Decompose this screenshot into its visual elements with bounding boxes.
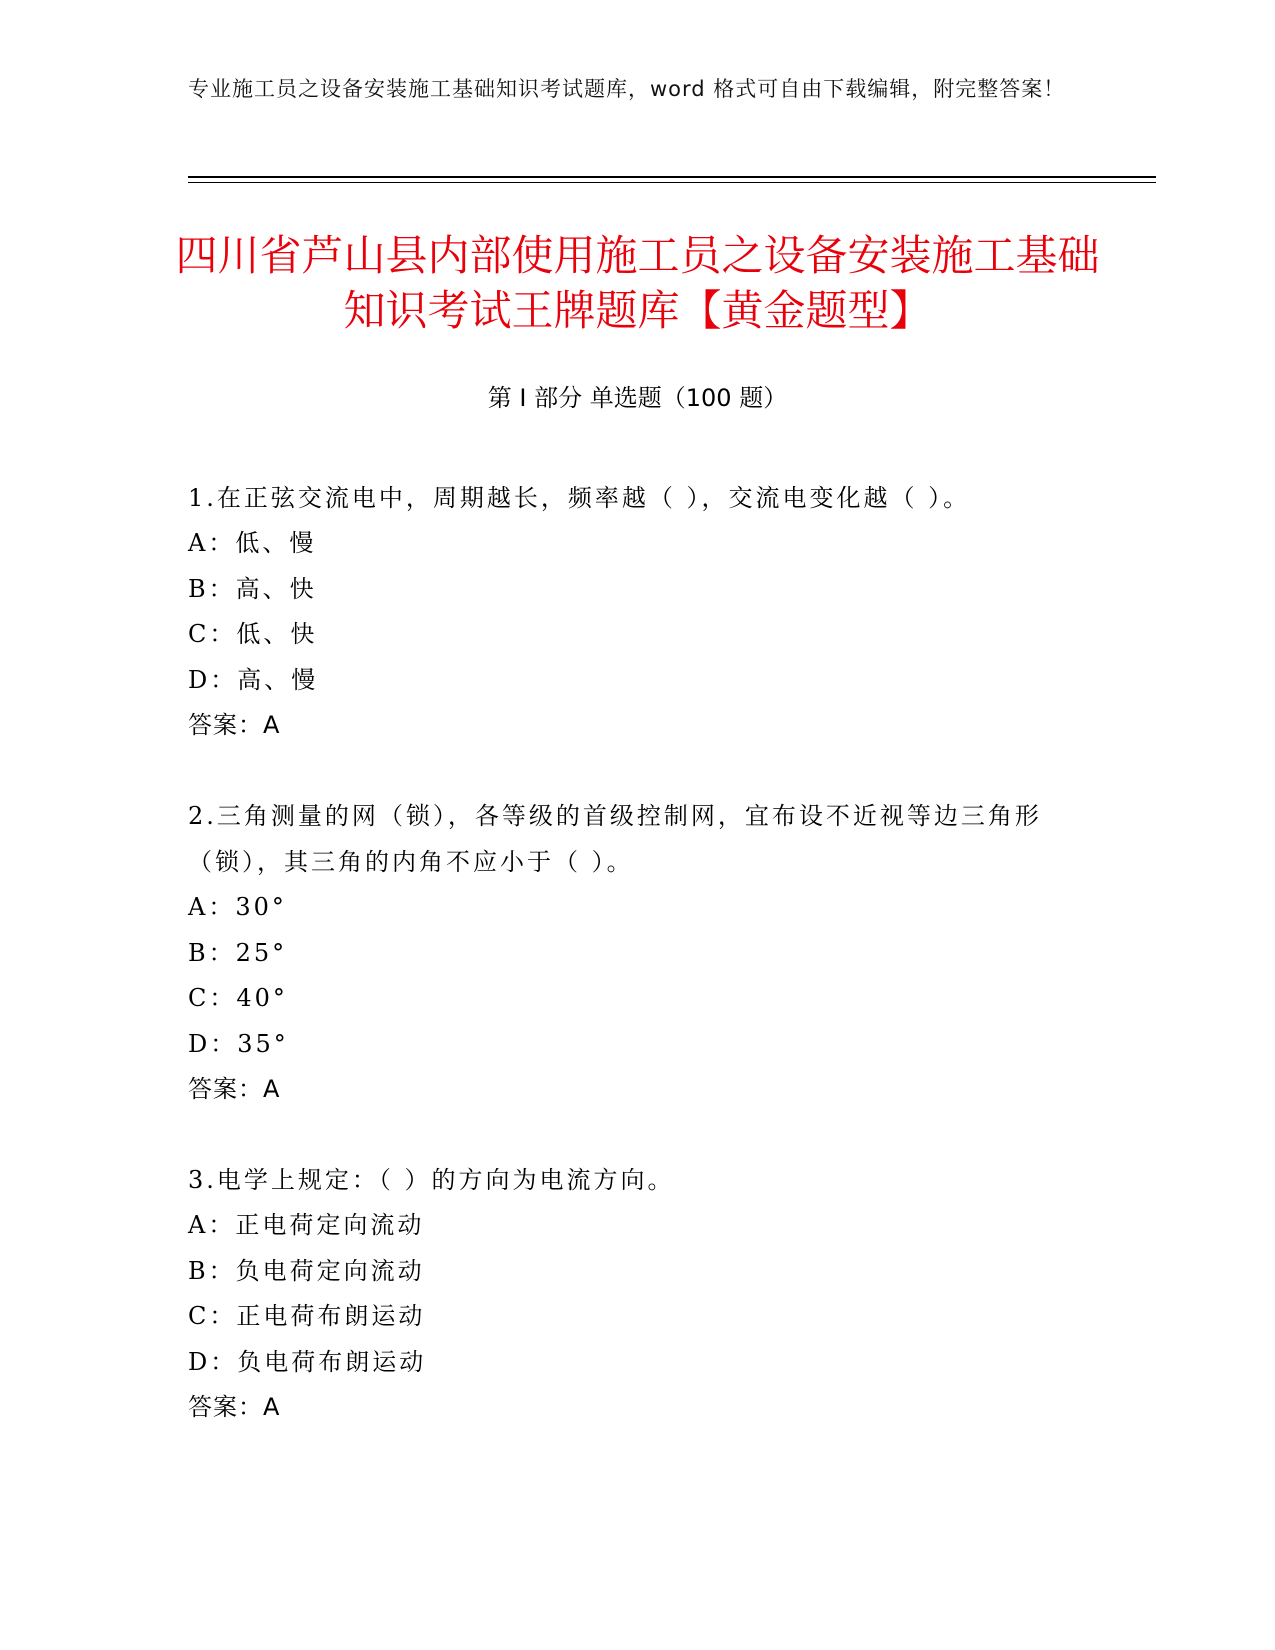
option-c: C：低、快 bbox=[188, 620, 318, 648]
answer: 答案：A bbox=[188, 1393, 281, 1421]
option-d: D：35° bbox=[188, 1029, 289, 1058]
option-b: B：高、快 bbox=[188, 574, 317, 603]
answer: 答案：A bbox=[188, 711, 281, 739]
question-stem: 3.电学上规定：（ ）的方向为电流方向。 bbox=[188, 1166, 675, 1194]
option-b: B：25° bbox=[188, 938, 288, 967]
header-note: 专业施工员之设备安装施工基础知识考试题库，word 格式可自由下载编辑，附完整答案！ bbox=[188, 77, 1066, 101]
option-a: A：正电荷定向流动 bbox=[188, 1211, 425, 1239]
option-d: D：负电荷布朗运动 bbox=[188, 1347, 427, 1376]
section-heading: 第 I 部分 单选题（100 题） bbox=[487, 384, 788, 412]
header-divider-thin bbox=[188, 182, 1156, 183]
question-stem: 1.在正弦交流电中，周期越长，频率越（ ），交流电变化越（ ）。 bbox=[188, 484, 971, 512]
answer: 答案：A bbox=[188, 1075, 281, 1103]
header-divider-thick bbox=[188, 176, 1156, 178]
option-c: C：正电荷布朗运动 bbox=[188, 1302, 426, 1330]
question-2 bbox=[188, 793, 1068, 1112]
option-a: A：低、慢 bbox=[188, 529, 317, 557]
option-c: C：40° bbox=[188, 984, 288, 1012]
question-1 bbox=[188, 475, 1068, 748]
option-a: A：30° bbox=[188, 893, 287, 921]
option-d: D：高、慢 bbox=[188, 665, 319, 694]
document-title: 四川省芦山县内部使用施工员之设备安装施工基础知识考试王牌题库【黄金题型】 bbox=[175, 231, 1100, 335]
question-stem: 2.三角测量的网（锁），各等级的首级控制网，宜布设不近视等边三角形（锁），其三角的内角不应小于（ ）。 bbox=[188, 802, 1042, 876]
option-b: B：负电荷定向流动 bbox=[188, 1256, 425, 1285]
question-3 bbox=[188, 1157, 1068, 1430]
